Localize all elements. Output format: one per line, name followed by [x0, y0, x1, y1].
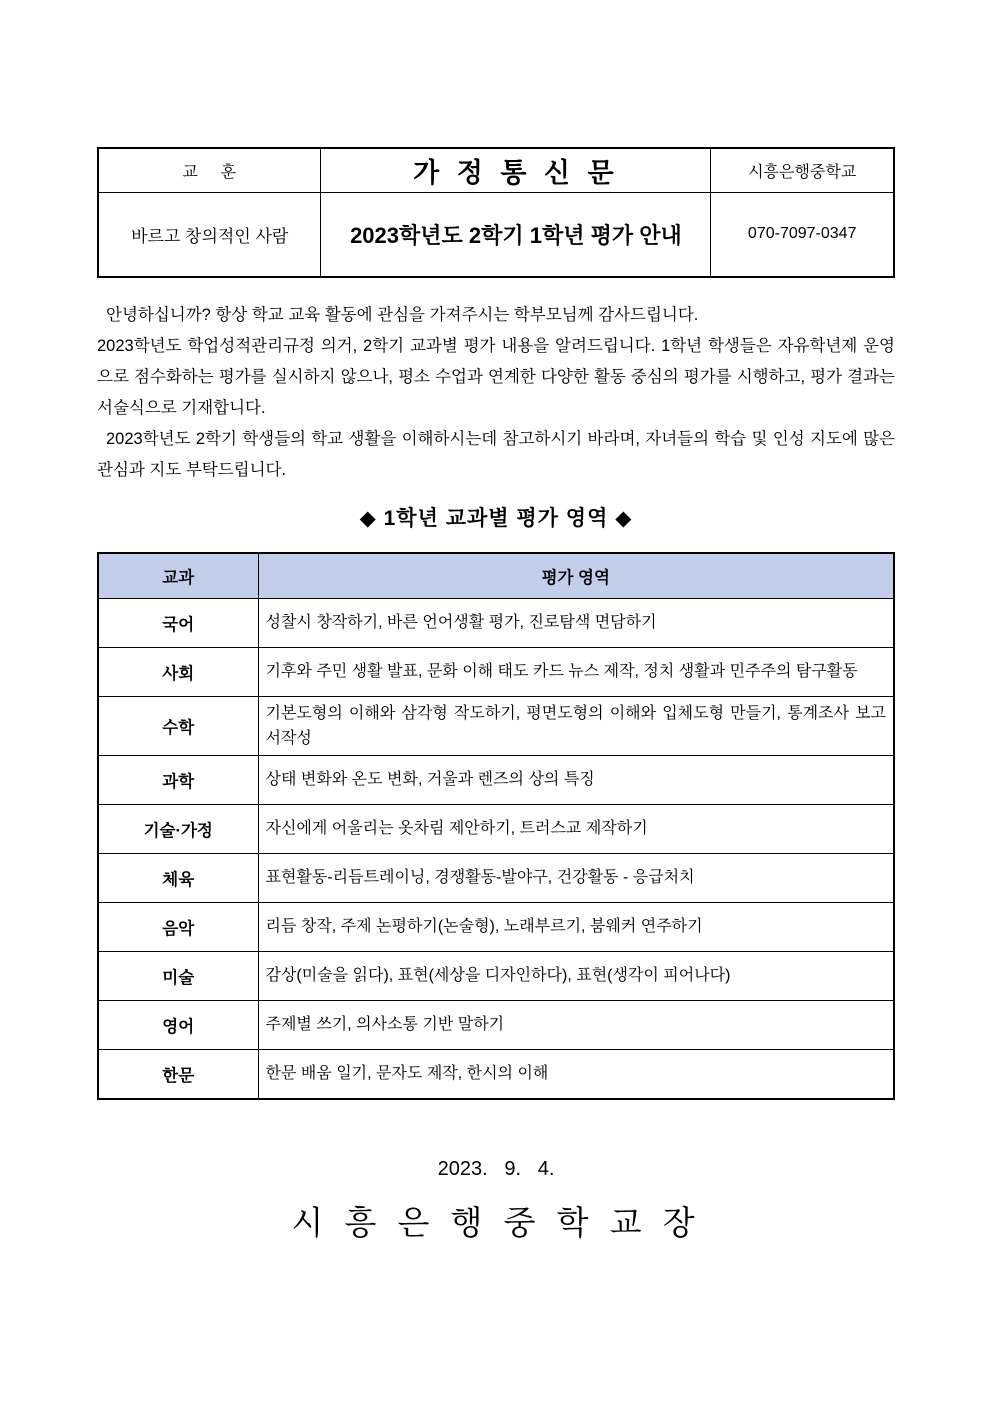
area-cell: 성찰시 창작하기, 바른 언어생활 평가, 진로탐색 면담하기 — [258, 598, 894, 647]
subject-cell: 한문 — [98, 1049, 258, 1099]
eval-table — [97, 552, 895, 1100]
table-row — [98, 755, 894, 804]
eval-table-header-cell-subject: 교과 — [98, 553, 258, 599]
table-row — [98, 696, 894, 755]
section-title: ◆ 1학년 교과별 평가 영역 ◆ — [359, 506, 633, 530]
info-paragraph: 2023학년도 학업성적관리규정 의거, 2학기 교과별 평가 내용을 알려드립니다. 1학년 학생들은 자유학년제 운영으로 점수화하는 평가를 실시하지 않으나, 평소 수업과 연계한 다양한 활동 중심의 평가를 시행하고, 평가 결과는 서술식으로 기재합니다. — [97, 336, 895, 417]
area-cell: 기후와 주민 생활 발표, 문화 이해 태도 카드 뉴스 제작, 정치 생활과 민주주의 탐구활동 — [258, 647, 894, 696]
area-cell: 표현활동-리듬트레이닝, 경쟁활동-발야구, 건강활동 - 응급처치 — [258, 853, 894, 902]
subject-cell: 영어 — [98, 1000, 258, 1049]
signature: 시 흥 은 행 중 학 교 장 — [291, 1203, 701, 1241]
subject-cell: 음악 — [98, 902, 258, 951]
subject-cell: 체육 — [98, 853, 258, 902]
area-cell: 주제별 쓰기, 의사소통 기반 말하기 — [258, 1000, 894, 1049]
area-cell: 상태 변화와 온도 변화, 거울과 렌즈의 상의 특징 — [258, 755, 894, 804]
closing-paragraph: 2023학년도 2학기 학생들의 학교 생활을 이해하시는데 참고하시기 바라며, 자녀들의 학습 및 인성 지도에 많은 관심과 지도 부탁드립니다. — [97, 429, 895, 479]
school-name: 시흥은행중학교 — [711, 148, 894, 193]
table-row — [98, 647, 894, 696]
subject-cell: 과학 — [98, 755, 258, 804]
subject-cell: 사회 — [98, 647, 258, 696]
body-text — [97, 300, 895, 486]
table-row — [98, 598, 894, 647]
masthead-row-top — [98, 148, 894, 193]
subject-cell: 미술 — [98, 951, 258, 1000]
notice-subtitle: 2023학년도 2학기 1학년 평가 안내 — [321, 193, 711, 277]
area-cell: 한문 배움 일기, 문자도 제작, 한시의 이해 — [258, 1049, 894, 1099]
issue-date: 2023. 9. 4. — [437, 1157, 555, 1180]
area-cell: 리듬 창작, 주제 논평하기(논술형), 노래부르기, 붐웨커 연주하기 — [258, 902, 894, 951]
area-cell: 자신에게 어울리는 옷차림 제안하기, 트러스교 제작하기 — [258, 804, 894, 853]
notice-title: 가 정 통 신 문 — [321, 148, 711, 193]
masthead-row-bottom — [98, 193, 894, 277]
greeting-paragraph: 안녕하십니까? 항상 학교 교육 활동에 관심을 가져주시는 학부모님께 감사드립니다. — [106, 305, 699, 324]
area-cell: 기본도형의 이해와 삼각형 작도하기, 평면도형의 이해와 입체도형 만들기, 통계조사 보고서작성 — [258, 696, 894, 755]
motto-text: 바르고 창의적인 사람 — [98, 193, 321, 277]
table-row — [98, 1000, 894, 1049]
document-content — [97, 0, 895, 1244]
table-row — [98, 951, 894, 1000]
subject-cell: 기술·가정 — [98, 804, 258, 853]
subject-cell: 국어 — [98, 598, 258, 647]
motto-label: 교 훈 — [98, 148, 321, 193]
masthead-table — [97, 147, 895, 278]
table-row — [98, 804, 894, 853]
eval-table-body — [98, 598, 894, 1099]
phone-number: 070-7097-0347 — [711, 193, 894, 277]
subject-cell: 수학 — [98, 696, 258, 755]
table-row — [98, 902, 894, 951]
table-row — [98, 1049, 894, 1099]
eval-table-header-row — [98, 553, 894, 599]
table-row — [98, 853, 894, 902]
eval-table-header-cell-area: 평가 영역 — [258, 553, 894, 599]
area-cell: 감상(미술을 읽다), 표현(세상을 디자인하다), 표현(생각이 피어나다) — [258, 951, 894, 1000]
